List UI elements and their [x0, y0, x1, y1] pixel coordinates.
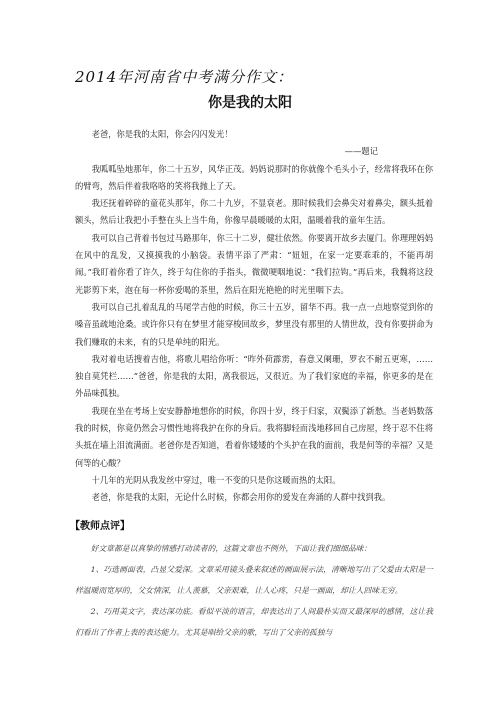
review-paragraph-1: 好文章都是以真挚的情感打动读者的，这篇文章也不例外，下面让我们细细品味： [90, 544, 372, 553]
essay-paragraph-1: 我呱呱坠地那年，你二十五岁，风华正茂。妈妈说那时的你就像个毛头小子，经常将我环在你的臂弯，然后伴着我咯咯的笑将我抛上了天。 [75, 163, 433, 191]
review-body [75, 538, 433, 643]
essay-paragraph-7: 十几年的光阴从我发丝中穿过，唯一不变的只是你这暖而热的太阳。 [91, 474, 341, 485]
essay-body [75, 126, 433, 507]
essay-paragraph-8: 老爸，你是我的太阳，无论什么时候，你都会用你的爱发在奔涌的人群中找到我。 [91, 492, 391, 503]
essay-paragraph-3: 我可以自己背着书包过马路那年，你三十二岁，健壮依然。你要离开故乡去厦门。你理理妈妈在风中的乱发，又摸摸我的小脑袋。表情平添了严肃：“妞妞，在家一定要乖乖的，不能再胡闹。”我盯着你看了许久，终于勾住你的手指头，微微哽咽地说：“我们拉钩。”再后来，我魏将这段光影剪下来，泡在每一杯你爱喝的茶里，然后在阳光艳艳的时光里咽下去。 [75, 232, 433, 295]
essay-paragraph-5: 我对着电话搜着吉他，将歌儿唱给你听：“昨外荷霹雳，春意又阑珊，罗衣不耐五更寒，……独自莫凭栏……”爸爸，你是我的太阳，离我很远，又很近。为了我们家庭的幸福，你更多的是在外品味孤独。 [75, 353, 433, 399]
essay-paragraph-2: 我还抚着碎碎的童花头那年，你二十九岁，不显衰老。那时候我们会鼻尖对着鼻尖，额头抵着额头，然后让我把小手整在头上当牛角，你像早晨暖暖的太阳，温暖着我的童年生活。 [75, 198, 433, 226]
epigraph: 老爸，你是我的太阳，你会闪闪发光！ [91, 129, 233, 139]
review-paragraph-2: 1、巧选画面表，凸显父爱深。文章采用镜头叠来叙述的画面展示法，清晰地写出了父爱由太阳是一样温暖而宽厚的，父女情深，让人羡慕，父亲艰难，让人心疼，只是一画面，却让人回味无穷。 [75, 565, 433, 595]
review-heading: 【教师点评】 [70, 521, 130, 532]
essay-paragraph-6: 我现在坐在考场上安安静静地想你的时候，你四十岁，终于归家，双鬓添了新愁。当老妈数落我的时候，你竟仍然会习惯性地将我护在你的身后。我将脚轻而浅地移回自己房屋，终于忍不住将头抵在墙上泪流满面。老爸你是否知道，看着你矮矮的个头护在我的面前，我是何等的幸福？又是何等的心酸？ [75, 405, 433, 468]
essay-paragraph-4: 我可以自己扎着乱乱的马尾学吉他的时候，你三十五岁，留华不再。我一点一点地察觉到你的嗓音虽疏地沧桑。或许你只有在梦里才能穿梭回故乡，梦里没有那里的人情世故，没有你要拼命为我们赚取的未来，有的只是单纯的阳光。 [75, 301, 433, 347]
document-header-title: 2014年河南省中考满分作文： [75, 68, 294, 86]
epigraph-signature: ——题记 [344, 146, 378, 157]
review-paragraph-3: 2、巧用美文字，表达深功底。看似平淡的语言，却表达出了人间最朴实而又最深厚的感情，这让我们看出了作者上表的表达能力。尤其是唱给父亲的歌，写出了父亲的孤独与 [75, 607, 433, 637]
essay-title: 你是我的太阳 [208, 95, 292, 111]
